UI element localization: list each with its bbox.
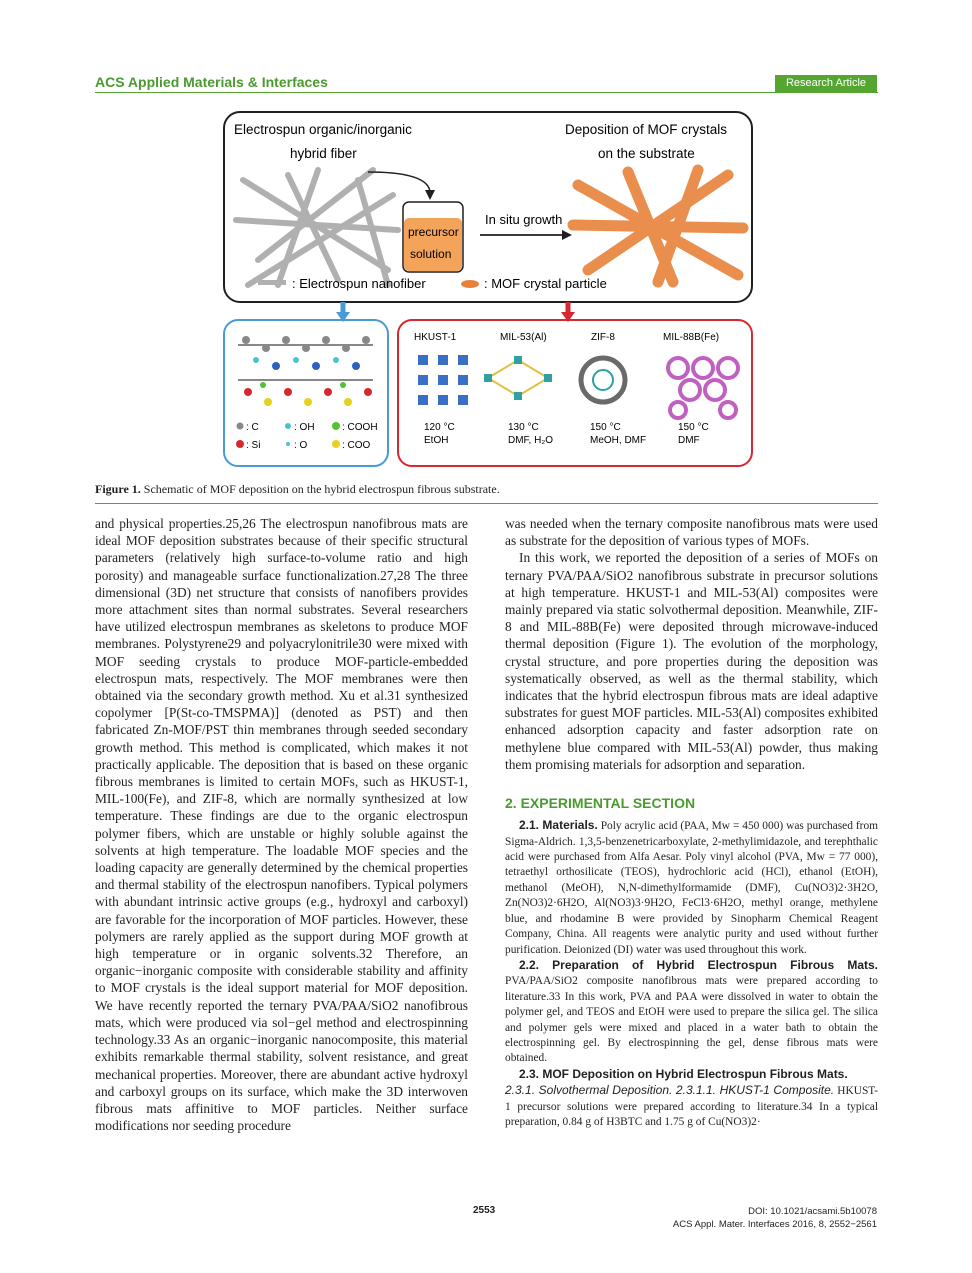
legend-c: : C (246, 422, 259, 433)
legend-coo-dot (332, 440, 340, 448)
caption-label: Figure 1. (95, 482, 141, 496)
footer-citation (673, 1205, 877, 1231)
caption-text: Schematic of MOF deposition on the hybrid electrospun fibrous substrate. (140, 482, 500, 496)
journal-title: ACS Applied Materials & Interfaces (95, 74, 328, 90)
mof-coated-fibers (573, 170, 743, 282)
top-left-title-1: Electrospun organic/inorganic (234, 122, 412, 137)
solvothermal-heading: 2.3.1. Solvothermal Deposition. 2.3.1.1. HKUST-1 Composite. (505, 1083, 835, 1098)
mof-name: MIL-88B(Fe) (663, 332, 720, 343)
pour-arrow (368, 172, 430, 192)
legend-c-dot (237, 423, 244, 430)
left-column-text: and physical properties.25,26 The electrospun nanofibrous mats are ideal MOF deposition substrates because of their specific structural parameters (relatively high surface-to-volume ratio and high porosity) and manageable surface functionalization.27,28 The three dimensional (3D) net structure that consists of nanofibers provides more attachment sites than normal substrates. Several researchers have utilized electrospun membranes as skeletons to produce MOF membranes. Polystyrene29 and polyacrylonitrile30 were mixed with MOF seeding crystals to produce MOF-particle-embedded electrospun mats, respectively. The MOF membranes were then obtained via the secondary growth method. Xu et al.31 synthesized copolymer [P(St-co-TMSPMA)] (denoted as PST) and then fabricated Zn-MOF/PST thin membranes through seeded secondary growth method. This method is complicated, which makes it not practically applicable. The deposition that is based on these organic fibrous membranes is limited to certain MOFs, such as HKUST-1, MIL-100(Fe), and ZIF-8, which are normally synthesized at low temperature. These findings are due to the organic electrospun polymer fibers, which are unstable or highly soluble against the solvents at high temperature. The loadable MOF species and the loading capacity are generally determined by the chemical properties and thermal stability of the electrospun nanofibers. Typical polymers with abundant intrinsic active groups (e.g., hydroxyl and carboxyl) are favorable for the incorporation of MOF particles. However, these polymers are rarely applied as the support during MOF growth at high temperature or in organic solvents.32 Therefore, an organic−inorganic composite with considerable stability and affinity to MOF crystals is the ideal support material for MOF deposition. We have recently reported the ternary PVA/PAA/SiO2 nanofibrous mats, which were produced via sol−gel method and electrospinning technology.33 As an organic−inorganic nanocomposite, this material exhibits remarkable thermal stability, solvent resistance, and great mechanical properties. Moreover, there are abundant active hydroxyl and carboxyl groups on its surface, which make the 3D interwoven fibrous mats affinitive to MOF particles. Neither surface modifications nor seeding procedure (95, 516, 468, 1134)
legend-si: : Si (246, 440, 261, 451)
top-right-title-1: Deposition of MOF crystals (565, 122, 728, 137)
legend-oh-dot (285, 423, 291, 429)
mof-name: MIL-53(Al) (500, 332, 547, 343)
legend-cooh: : COOH (342, 422, 378, 433)
preparation-heading: 2.2. Preparation of Hybrid Electrospun Fibrous Mats. (519, 957, 878, 972)
figure-1-schematic (218, 110, 758, 470)
deposition-heading-line (505, 1067, 878, 1083)
legend-cooh-dot (332, 422, 340, 430)
intro-continuation: was needed when the ternary composite nanofibrous mats were used as substrate for the deposition of various types of MOFs. (505, 516, 878, 549)
figure-rule (95, 503, 878, 504)
preparation-paragraph (505, 958, 878, 1067)
materials-paragraph (505, 818, 878, 958)
molecular-structure (238, 336, 373, 406)
beaker-label-2: solution (410, 247, 452, 261)
legend-si-dot (236, 440, 244, 448)
mof-mil-88b-fe (663, 332, 738, 446)
mof-temp: 130 °C (508, 422, 539, 433)
mof-mil-53-al (484, 332, 553, 446)
mof-solvent: MeOH, DMF (590, 435, 647, 446)
legend-oh: : OH (294, 422, 315, 433)
solvothermal-text: HKUST-1 precursor solutions were prepared according to literature.34 In a typical preparation, 0.84 g of H3BTC and 1.75 g of Cu(NO3)2· (505, 1085, 878, 1128)
intro-this-work: In this work, we reported the deposition of a series of MOFs on ternary PVA/PAA/SiO2 nanofibrous substrate in precursor solutions at high temperature. HKUST-1 and MIL-53(Al) composites were mainly prepared via static solvothermal deposition. Meanwhile, ZIF-8 and MIL-88B(Fe) were deposited through microwave-induced thermal deposition (Figure 1). The evolution of the morphology, crystal structure, and pore properties during the deposition was systematically observed, as well as the thermal stability, which indicates that the hybrid electrospun fibrous mats are ideal adaptive substrates for guest MOF particles. MIL-53(Al) composites exhibited enhanced adsorption capacity and faster adsorption rate on methylene blue compared with MIL-53(Al) powder, thus making them promising materials for adsorption and separation. (505, 550, 878, 772)
doi: DOI: 10.1021/acsami.5b10078 (748, 1206, 877, 1217)
mof-solvent: EtOH (424, 435, 449, 446)
legend-fiber-swatch (258, 280, 286, 285)
article-type-badge: Research Article (775, 75, 877, 92)
legend-coo: : COO (342, 440, 371, 451)
materials-text: Poly acrylic acid (PAA, Mw = 450 000) was purchased from Sigma-Aldrich. 1,3,5-benzenetricarboxylate, 2-methylimidazole, and terephthalic acid were purchased from Alfa Aesar. Poly vinyl alcohol (PVA, Mw = 77 000), tetraethyl orthosilicate (TEOS), hydrochloric acid (HCl), ethanol (EtOH), methanol (MeOH), N,N-dimethylformamide (DMF), Cu(NO3)2·3H2O, Zn(NO3)2·6H2O, Al(NO3)3·9H2O, FeCl3·6H2O, methyl orange, methylene blue, and rhodamine B were provided by Sinopharm Chemical Reagent Company, China. All reagents were analytic purity and used without further purification. Deionized (DI) water was used throughout this work. (505, 820, 878, 956)
legend-o: : O (294, 440, 308, 451)
journal-citation: ACS Appl. Mater. Interfaces 2016, 8, 2552−2561 (672, 1219, 877, 1230)
mof-hkust-1 (414, 332, 468, 446)
mof-temp: 150 °C (678, 422, 709, 433)
solvothermal-paragraph (505, 1083, 878, 1130)
left-column (95, 515, 468, 1134)
mof-solvent: DMF (678, 435, 700, 446)
page-number: 2553 (473, 1205, 496, 1216)
mof-temp: 120 °C (424, 422, 455, 433)
figure-caption (95, 482, 500, 497)
materials-heading: 2.1. Materials. (519, 818, 598, 833)
preparation-text: PVA/PAA/SiO2 composite nanofibrous mats were prepared according to literature.33 In this work, PVA and PAA were dissolved in water to obtain the polymer gel, and TEOS and EtOH were used to prepare the silica gel. The silica and polymer gels were mixed and placed in a water bath to obtain the electrospinning gel. By electrospinning the gel, dense fibrous mats were obtained. (505, 975, 878, 1065)
legend-fiber: : Electrospun nanofiber (292, 276, 426, 291)
legend-o-dot (286, 442, 290, 446)
beaker-label-1: precursor (408, 225, 459, 239)
legend-mof: : MOF crystal particle (484, 276, 607, 291)
mof-name: HKUST-1 (414, 332, 457, 343)
top-right-title-2: on the substrate (598, 146, 695, 161)
right-column (505, 515, 878, 1130)
precursor-beaker (403, 202, 463, 272)
pour-arrowhead (425, 190, 435, 200)
mof-zif-8 (581, 332, 646, 446)
in-situ-label: In situ growth (485, 212, 563, 227)
mof-name: ZIF-8 (591, 332, 615, 343)
deposition-heading: 2.3. MOF Deposition on Hybrid Electrospun Fibrous Mats. (519, 1066, 848, 1081)
mof-temp: 150 °C (590, 422, 621, 433)
mof-solvent: DMF, H₂O (508, 435, 553, 446)
growth-arrowhead (562, 230, 572, 240)
header-rule (95, 92, 878, 93)
top-left-title-2: hybrid fiber (290, 146, 357, 161)
nanofiber-mesh (236, 170, 398, 285)
section-heading: 2. EXPERIMENTAL SECTION (505, 795, 696, 812)
legend-mof-swatch (461, 280, 479, 288)
